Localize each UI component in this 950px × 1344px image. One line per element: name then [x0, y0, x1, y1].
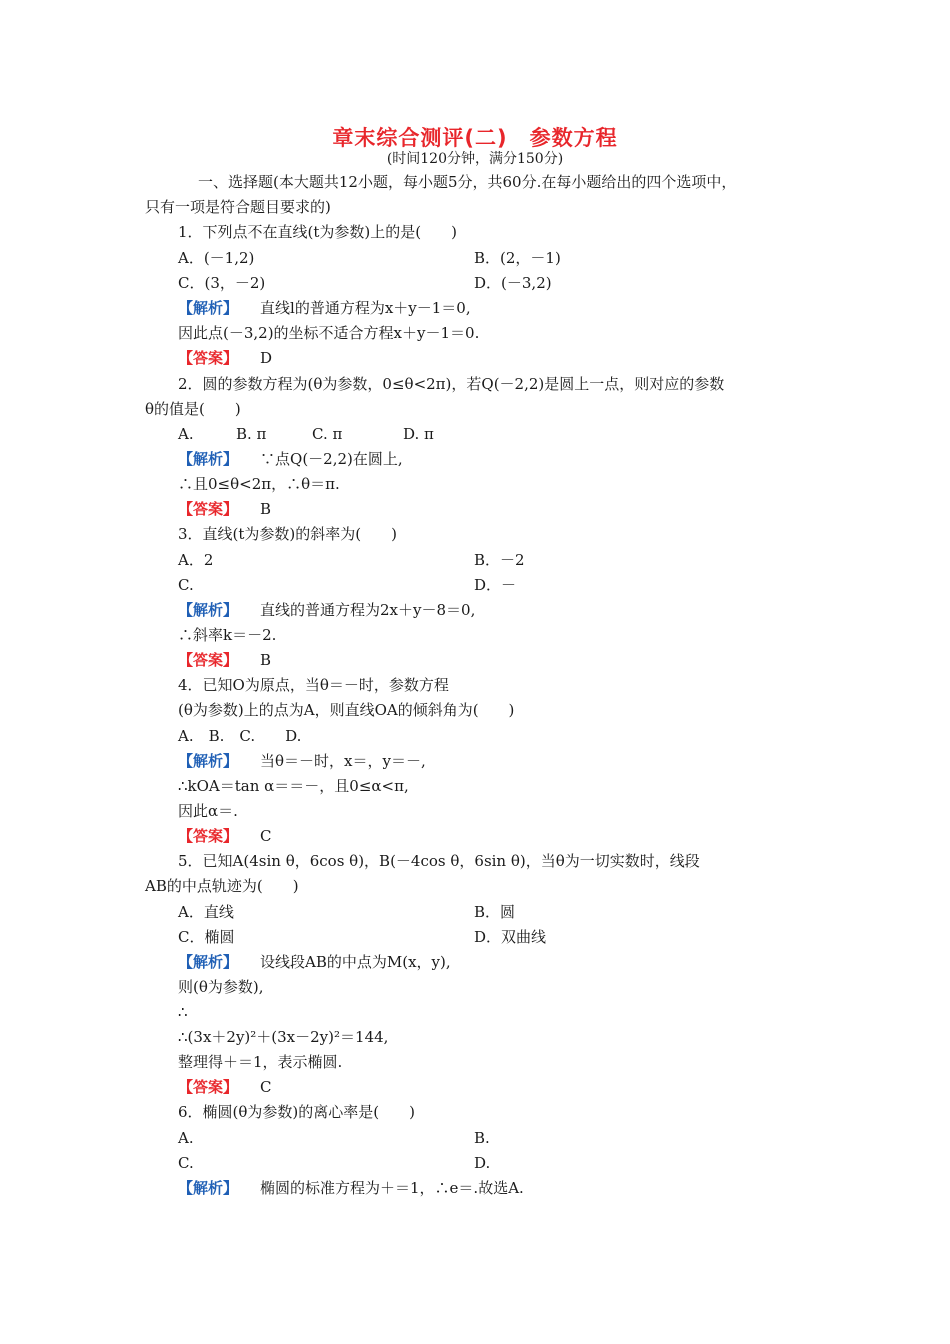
q4-answer-line [178, 826, 272, 846]
analysis-tag: 【解析】 [178, 953, 239, 971]
q6-option-d: D. [474, 1154, 491, 1172]
q2-analysis-line-2: ∴且0≤θ<2π，∴θ＝π. [178, 475, 340, 493]
answer-tag: 【答案】 [178, 349, 239, 367]
q4-stem-line-1: 4．已知O为原点，当θ＝－时，参数方程 [178, 676, 449, 694]
q1-stem: 1．下列点不在直线(t为参数)上的是( ) [178, 223, 457, 241]
q4-analysis-line-3: 因此α＝. [178, 802, 238, 820]
section-intro-line-1: 一、选择题(本大题共12小题，每小题5分，共60分.在每小题给出的四个选项中， [198, 173, 737, 191]
q2-analysis-line-1 [178, 449, 403, 469]
q3-option-d: D．－ [474, 576, 517, 594]
q6-analysis-text: 椭圆的标准方程为＋＝1，∴e＝.故选A. [260, 1179, 524, 1197]
q6-option-a: A. [178, 1129, 194, 1147]
q4-answer: C [260, 827, 272, 845]
q5-analysis-line-1 [178, 952, 451, 972]
q3-answer-line [178, 650, 271, 670]
q1-analysis-line-1 [178, 298, 471, 318]
q2-option-b: B. π [236, 425, 267, 443]
q5-option-c: C．椭圆 [178, 928, 235, 946]
q3-option-b: B．－2 [474, 551, 525, 569]
q6-stem: 6．椭圆(θ为参数)的离心率是( ) [178, 1103, 415, 1121]
q3-option-c: C. [178, 576, 194, 594]
q3-answer: B [260, 651, 272, 669]
q5-analysis-text: 设线段AB的中点为M(x，y), [260, 953, 451, 971]
q4-analysis-line-2: ∴kOA＝tan α＝＝－，且0≤α<π, [178, 777, 409, 795]
answer-tag: 【答案】 [178, 500, 239, 518]
q2-stem-line-2: θ的值是( ) [145, 400, 241, 418]
q3-analysis-text: 直线的普通方程为2x＋y－8＝0, [260, 601, 476, 619]
q3-analysis-line-2: ∴斜率k＝－2. [178, 626, 277, 644]
q2-analysis-text: ∵点Q(－2,2)在圆上, [260, 450, 403, 468]
analysis-tag: 【解析】 [178, 1179, 239, 1197]
q2-stem-line-1: 2．圆的参数方程为(θ为参数，0≤θ<2π)，若Q(－2,2)是圆上一点，则对应的参数 [178, 375, 725, 393]
q3-option-a: A．2 [178, 551, 214, 569]
q2-answer: B [260, 500, 272, 518]
q5-answer: C [260, 1078, 272, 1096]
q4-analysis-line-1 [178, 751, 426, 771]
q5-stem-line-2: AB的中点轨迹为( ) [145, 877, 299, 895]
q1-option-a: A．(－1,2) [178, 249, 255, 267]
q6-option-c: C. [178, 1154, 194, 1172]
q4-stem-line-2: (θ为参数)上的点为A，则直线OA的倾斜角为( ) [178, 701, 515, 719]
q4-options: A. B. C. D. [178, 727, 302, 745]
q6-analysis-line-1 [178, 1178, 524, 1198]
analysis-tag: 【解析】 [178, 450, 239, 468]
q2-answer-line [178, 499, 271, 519]
section-intro-line-2: 只有一项是符合题目要求的) [145, 198, 331, 216]
q5-analysis-line-5: 整理得＋＝1，表示椭圆. [178, 1053, 343, 1071]
analysis-tag: 【解析】 [178, 601, 239, 619]
q1-option-b: B．(2，－1) [474, 249, 561, 267]
answer-tag: 【答案】 [178, 651, 239, 669]
q1-analysis-text: 直线l的普通方程为x＋y－1＝0, [260, 299, 471, 317]
answer-tag: 【答案】 [178, 827, 239, 845]
q4-analysis-text: 当θ＝－时，x＝，y＝－, [260, 752, 426, 770]
q3-stem: 3．直线(t为参数)的斜率为( ) [178, 525, 397, 543]
page-subtitle: (时间120分钟，满分150分) [386, 151, 564, 167]
analysis-tag: 【解析】 [178, 752, 239, 770]
q2-option-c: C. π [312, 425, 343, 443]
analysis-tag: 【解析】 [178, 299, 239, 317]
q5-analysis-line-3: ∴ [178, 1003, 188, 1021]
q2-option-a: A. [178, 425, 194, 443]
q5-option-a: A．直线 [178, 903, 234, 921]
q1-answer-line [178, 348, 272, 368]
q5-analysis-line-4: ∴(3x＋2y)²＋(3x－2y)²＝144, [178, 1028, 389, 1046]
q5-answer-line [178, 1077, 272, 1097]
q5-analysis-line-2: 则(θ为参数), [178, 978, 264, 996]
q1-option-d: D．(－3,2) [474, 274, 552, 292]
q5-stem-line-1: 5．已知A(4sin θ，6cos θ)，B(－4cos θ，6sin θ)，当θ为一切实数时，线段 [178, 852, 700, 870]
q1-option-c: C．(3，－2) [178, 274, 266, 292]
q1-answer: D [260, 349, 273, 367]
q3-analysis-line-1 [178, 600, 475, 620]
q5-option-b: B．圆 [474, 903, 516, 921]
q2-option-d: D. π [403, 425, 434, 443]
page-title: 章末综合测评(二) 参数方程 [332, 126, 618, 150]
answer-tag: 【答案】 [178, 1078, 239, 1096]
q1-analysis-line-2: 因此点(－3,2)的坐标不适合方程x＋y－1＝0. [178, 324, 480, 342]
q6-option-b: B. [474, 1129, 490, 1147]
q5-option-d: D．双曲线 [474, 928, 547, 946]
